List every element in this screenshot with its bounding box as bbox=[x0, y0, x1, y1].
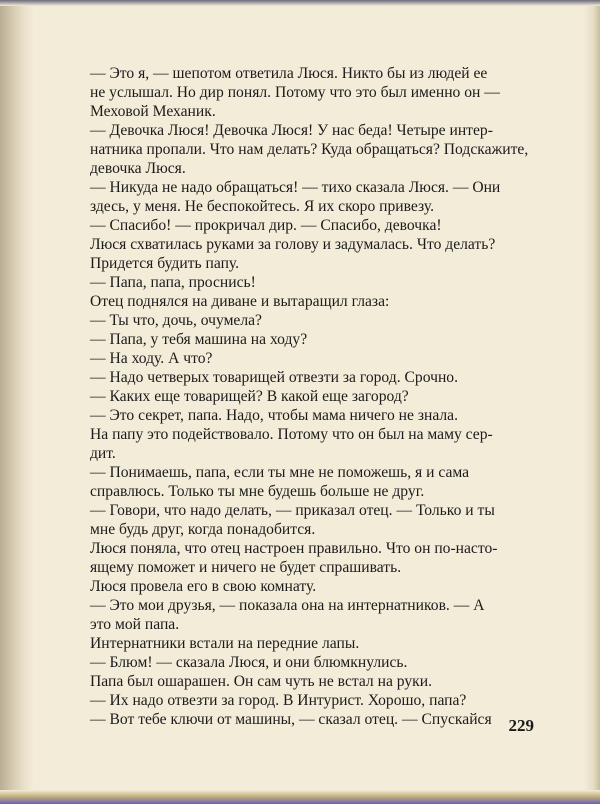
text-line: — Это я, — шепотом ответила Люся. Никто бы из людей ее bbox=[90, 65, 488, 82]
text-line: это мой папа. bbox=[90, 616, 180, 633]
text-line: — Это мои друзья, — показала она на интернатников. — А bbox=[90, 597, 485, 614]
text-line: — Понимаешь, папа, если ты мне не поможешь, я и сама bbox=[90, 464, 470, 481]
text-line: — Ты что, дочь, очумела? bbox=[90, 312, 262, 329]
text-line: Люся поняла, что отец настроен правильно. Что он по-насто- bbox=[90, 540, 498, 557]
page-number: 229 bbox=[508, 716, 534, 735]
text-line: ящему поможет и ничего не будет спрашивать. bbox=[90, 559, 402, 576]
text-line: — Спасибо! — прокричал дир. — Спасибо, девочка! bbox=[90, 217, 442, 234]
page-right-edge bbox=[584, 0, 600, 804]
text-line: Меховой Механик. bbox=[90, 103, 216, 120]
text-line: На папу это подействовало. Потому что он был на маму сер- bbox=[90, 426, 493, 443]
text-line: Люся схватилась руками за голову и задумалась. Что делать? bbox=[90, 236, 496, 253]
book-spine-shadow bbox=[0, 0, 34, 804]
text-line: Отец поднялся на диване и вытаращил глаза: bbox=[90, 293, 390, 310]
text-line: — Папа, папа, проснись! bbox=[90, 274, 256, 291]
text-line: — Вот тебе ключи от машины, — сказал отец. — Спускайся bbox=[90, 711, 492, 728]
body-text bbox=[90, 64, 530, 729]
text-line: дит. bbox=[90, 445, 116, 462]
page-bottom-edge bbox=[0, 790, 600, 804]
text-line: — Их надо отвезти за город. В Интурист. Хорошо, папа? bbox=[90, 692, 467, 709]
text-line: — Папа, у тебя машина на ходу? bbox=[90, 331, 308, 348]
text-line: — Это секрет, папа. Надо, чтобы мама ничего не знала. bbox=[90, 407, 458, 424]
text-line: — Говори, что надо делать, — приказал отец. — Только и ты bbox=[90, 502, 495, 519]
text-line: справлюсь. Только ты мне будешь больше не друг. bbox=[90, 483, 425, 500]
page-top-edge bbox=[0, 0, 600, 6]
text-line: мне будь друг, когда понадобится. bbox=[90, 521, 316, 538]
text-line: — Никуда не надо обращаться! — тихо сказала Люся. — Они bbox=[90, 179, 501, 196]
text-line: не услышал. Но дир понял. Потому что это был именно он — bbox=[90, 84, 500, 101]
text-line: — Блюм! — сказала Люся, и они блюмкнулись. bbox=[90, 654, 408, 671]
text-line: здесь, у меня. Не беспокойтесь. Я их скоро привезу. bbox=[90, 198, 434, 215]
text-line: — Надо четверых товарищей отвезти за город. Срочно. bbox=[90, 369, 458, 386]
text-line: Люся провела его в свою комнату. bbox=[90, 578, 317, 595]
text-line: — Каких еще товарищей? В какой еще загород? bbox=[90, 388, 409, 405]
text-line: натника пропали. Что нам делать? Куда обращаться? Подскажите, bbox=[90, 141, 529, 158]
text-line: — Девочка Люся! Девочка Люся! У нас беда! Четыре интер- bbox=[90, 122, 493, 139]
text-line: девочка Люся. bbox=[90, 160, 186, 177]
text-line: Папа был ошарашен. Он сам чуть не встал на руки. bbox=[90, 673, 432, 690]
text-line: Интернатники встали на передние лапы. bbox=[90, 635, 360, 652]
text-line: Придется будить папу. bbox=[90, 255, 240, 272]
text-line: — На ходу. А что? bbox=[90, 350, 213, 367]
